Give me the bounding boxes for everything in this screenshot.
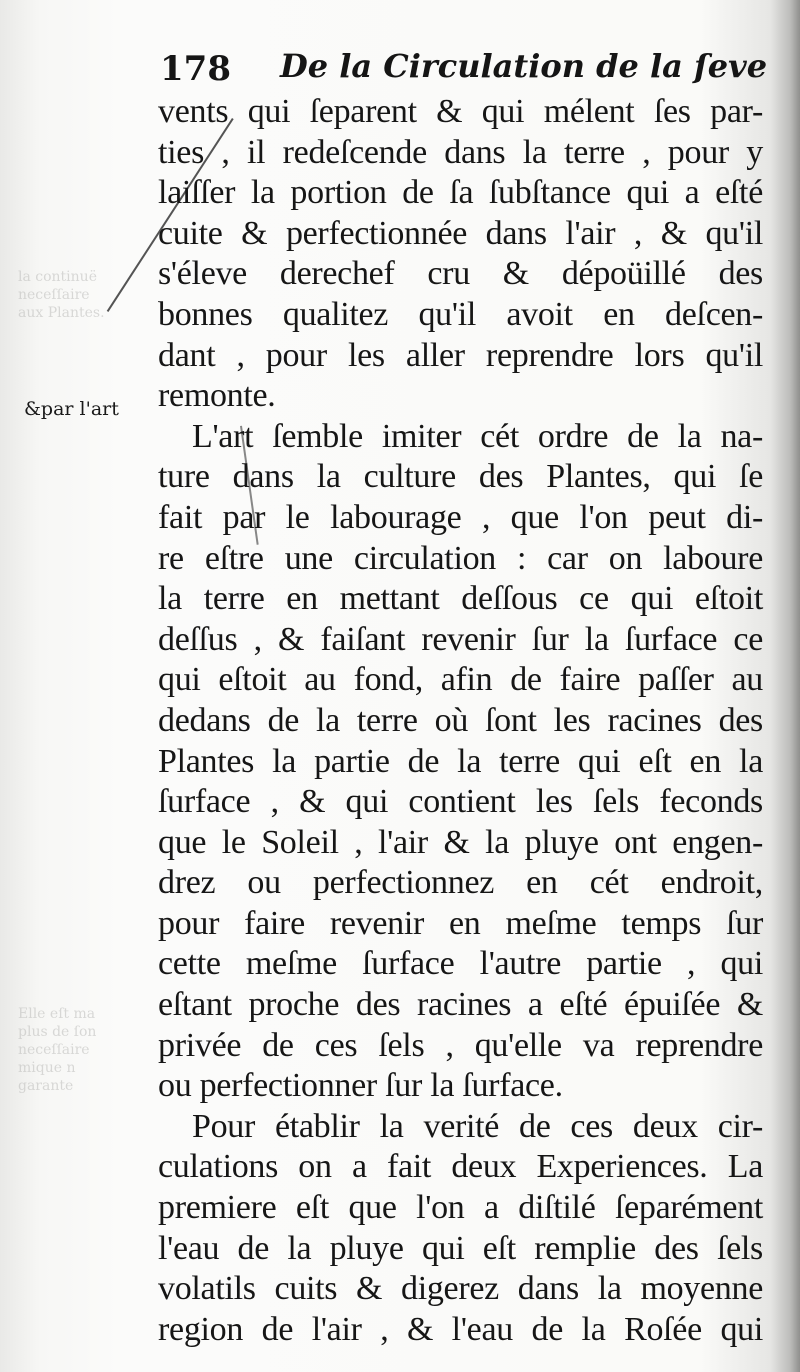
text-line: deſſus , & faiſant revenir ſur la ſurface ce [158, 620, 763, 658]
text-line: eſtant proche des racines a eſté épuiſée & [158, 986, 763, 1024]
text-line: L'art ſemble imiter cét ordre de la na- [192, 417, 763, 455]
text-line: Plantes la partie de la terre qui eſt en la [158, 742, 763, 780]
text-line: ture dans la culture des Plantes, qui ſe [158, 458, 763, 496]
text-line: remonte. [158, 377, 276, 415]
text-line: cette meſme ſurface l'autre partie , qui [158, 945, 763, 983]
text-line: ties , il redeſcende dans la terre , pour y [158, 133, 763, 171]
text-line: ſurface , & qui contient les ſels feconds [158, 783, 763, 821]
text-line: la terre en mettant deſſous ce qui eſtoit [158, 580, 763, 618]
text-line: dedans de la terre où ſont les racines des [158, 701, 763, 739]
page-header [160, 45, 768, 89]
text-line: bonnes qualitez qu'il avoit en deſcen- [158, 295, 763, 333]
text-line: premiere eſt que l'on a diſtilé ſeparément [158, 1189, 763, 1227]
text-line: re eſtre une circulation : car on laboure [158, 539, 763, 577]
text-line: ou perfectionner ſur la ſurface. [158, 1067, 563, 1105]
text-line: volatils cuits & digerez dans la moyenne [158, 1270, 763, 1308]
text-line: laiſſer la portion de ſa ſubſtance qui a eſté [158, 174, 763, 212]
running-title: De la Circulation de la ſeve [280, 47, 768, 85]
bleed-through-text: la continuë neceſſaire aux Plantes. [18, 269, 105, 321]
text-line: cuite & perfectionnée dans l'air , & qu'il [158, 214, 763, 252]
margin-note: &par l'art [24, 398, 119, 420]
text-line: Pour établir la verité de ces deux cir- [192, 1107, 763, 1145]
text-line: privée de ces ſels , qu'elle va reprendre [158, 1026, 763, 1064]
body-text [158, 92, 763, 1350]
text-line: s'éleve derechef cru & dépoüillé des [158, 255, 763, 293]
text-line: pour faire revenir en meſme temps ſur [158, 904, 763, 942]
text-line: dant , pour les aller reprendre lors qu'il [158, 336, 763, 374]
text-line: qui eſtoit au fond, afin de faire paſſer au [158, 661, 763, 699]
text-line: region de l'air , & l'eau de la Roſée qui [158, 1310, 763, 1348]
text-line: fait par le labourage , que l'on peut di- [158, 498, 763, 536]
text-line: culations on a fait deux Experiences. La [158, 1148, 763, 1186]
text-line: vents qui ſeparent & qui mélent ſes par- [158, 93, 763, 130]
text-line: l'eau de la pluye qui eſt remplie des ſels [158, 1229, 763, 1267]
page-number: 178 [160, 49, 231, 89]
text-line: que le Soleil , l'air & la pluye ont engen- [158, 823, 763, 861]
text-line: drez ou perfectionnez en cét endroit, [158, 864, 763, 902]
bleed-through-text: Elle eſt ma plus de ſon neceſſaire mique n garante [18, 1006, 97, 1094]
